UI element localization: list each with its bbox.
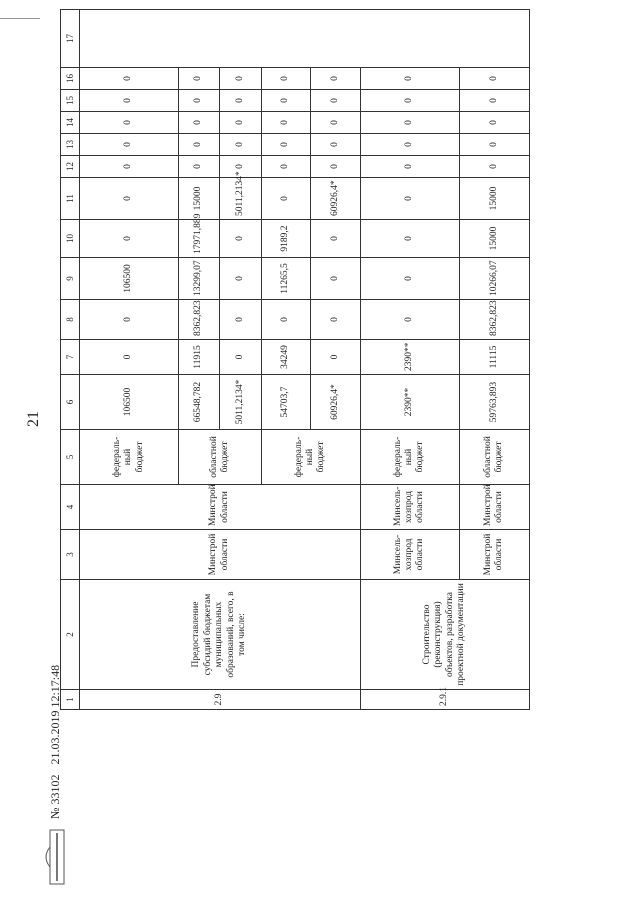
value-cell: 0 — [80, 156, 179, 178]
value-cell: 15000 — [178, 178, 219, 220]
value-cell: 106500 — [80, 375, 179, 430]
value-cell: 0 — [360, 90, 459, 112]
header-cell: 4 — [61, 485, 80, 530]
value-cell: 0 — [178, 156, 219, 178]
header-cell: 14 — [61, 112, 80, 134]
table-row — [80, 10, 179, 710]
value-cell: 5011,2134* — [220, 375, 261, 430]
value-cell: 0 — [311, 220, 361, 258]
electronic-signature-stamp-icon — [44, 829, 66, 885]
value-cell: 8362,823 — [178, 300, 219, 340]
value-cell: 2390** — [360, 340, 459, 375]
value-cell: 0 — [360, 68, 459, 90]
value-cell: 0 — [80, 90, 179, 112]
value-cell: 13299,07 — [178, 258, 219, 300]
value-cell: 17971,889 — [178, 220, 219, 258]
header-cell: 16 — [61, 68, 80, 90]
value-cell: 15000 — [459, 220, 529, 258]
row-number: 2.9 — [80, 690, 361, 710]
value-cell: 11265,5 — [261, 258, 310, 300]
value-cell: 0 — [261, 156, 310, 178]
header-cell: 12 — [61, 156, 80, 178]
header-cell: 11 — [61, 178, 80, 220]
header-cell: 15 — [61, 90, 80, 112]
value-cell: 0 — [220, 134, 261, 156]
value-cell: 0 — [80, 340, 179, 375]
document-timestamp: 21.03.2019 12:17:48 — [47, 664, 62, 765]
value-cell: 0 — [80, 178, 179, 220]
row-number: 2.9.1 — [360, 690, 529, 710]
value-cell: 0 — [220, 258, 261, 300]
value-cell: 34249 — [261, 340, 310, 375]
value-cell: 0 — [360, 220, 459, 258]
value-cell: 0 — [220, 300, 261, 340]
responsible-executor: Минстрой области — [459, 530, 529, 580]
funding-source: федераль-ный бюджет — [261, 430, 360, 485]
funding-source: федераль-ный бюджет — [360, 430, 459, 485]
empty-cell-col17 — [80, 10, 530, 68]
header-cell: 10 — [61, 220, 80, 258]
value-cell: 60926,4* — [311, 375, 361, 430]
header-cell: 1 — [61, 690, 80, 710]
value-cell: 15000 — [459, 178, 529, 220]
document-number: № 33102 — [47, 774, 62, 819]
header-cell: 5 — [61, 430, 80, 485]
value-cell: 0 — [178, 134, 219, 156]
header-cell: 13 — [61, 134, 80, 156]
value-cell: 0 — [360, 112, 459, 134]
value-cell: 0 — [360, 258, 459, 300]
value-cell: 0 — [311, 90, 361, 112]
funding-source: областной бюджет — [459, 430, 529, 485]
value-cell: 0 — [261, 90, 310, 112]
value-cell: 59763,893 — [459, 375, 529, 430]
value-cell: 0 — [80, 300, 179, 340]
funding-source: федераль-ный бюджет — [80, 430, 179, 485]
value-cell: 5011,2134* — [220, 178, 261, 220]
value-cell: 106500 — [80, 258, 179, 300]
value-cell: 0 — [360, 156, 459, 178]
value-cell: 0 — [311, 68, 361, 90]
value-cell: 0 — [80, 68, 179, 90]
value-cell: 11915 — [178, 340, 219, 375]
value-cell: 0 — [220, 156, 261, 178]
header-cell: 7 — [61, 340, 80, 375]
value-cell: 66548,782 — [178, 375, 219, 430]
co-executor: Минстрой области — [459, 485, 529, 530]
value-cell: 0 — [220, 68, 261, 90]
value-cell: 0 — [261, 300, 310, 340]
value-cell: 0 — [459, 156, 529, 178]
row-name: Строительство (реконструкция) объектов, разработка проектной документации — [360, 580, 529, 690]
value-cell: 0 — [220, 220, 261, 258]
value-cell: 8362,823 — [459, 300, 529, 340]
value-cell: 0 — [360, 178, 459, 220]
value-cell: 60926,4* — [311, 178, 361, 220]
value-cell: 0 — [311, 112, 361, 134]
row-name: Предоставление субсидий бюджетам муниципальных образований, всего, в том числе: — [80, 580, 361, 690]
value-cell: 0 — [80, 220, 179, 258]
value-cell: 0 — [311, 300, 361, 340]
header-cell: 9 — [61, 258, 80, 300]
value-cell: 0 — [220, 112, 261, 134]
value-cell: 11115 — [459, 340, 529, 375]
value-cell: 54703,7 — [261, 375, 310, 430]
value-cell: 2390** — [360, 375, 459, 430]
responsible-executor: Минсель-хозпрод области — [360, 530, 459, 580]
value-cell: 0 — [459, 112, 529, 134]
value-cell: 0 — [178, 112, 219, 134]
header-cell: 2 — [61, 580, 80, 690]
value-cell: 0 — [178, 68, 219, 90]
value-cell: 0 — [311, 134, 361, 156]
value-cell: 0 — [220, 340, 261, 375]
value-cell: 0 — [220, 90, 261, 112]
value-cell: 0 — [311, 258, 361, 300]
value-cell: 0 — [311, 156, 361, 178]
value-cell: 0 — [80, 134, 179, 156]
value-cell: 0 — [459, 134, 529, 156]
value-cell: 0 — [178, 90, 219, 112]
header-row — [61, 10, 80, 710]
value-cell: 0 — [261, 178, 310, 220]
responsible-executor: Минстрой области — [80, 530, 361, 580]
funding-source: областной бюджет — [178, 430, 261, 485]
budget-table — [60, 9, 530, 710]
header-cell: 8 — [61, 300, 80, 340]
value-cell: 0 — [360, 134, 459, 156]
value-cell: 0 — [261, 134, 310, 156]
table-row — [360, 10, 459, 710]
header-cell: 3 — [61, 530, 80, 580]
value-cell: 0 — [261, 68, 310, 90]
value-cell: 0 — [311, 340, 361, 375]
value-cell: 0 — [261, 112, 310, 134]
value-cell: 0 — [459, 68, 529, 90]
value-cell: 10266,07 — [459, 258, 529, 300]
header-cell: 6 — [61, 375, 80, 430]
value-cell: 0 — [80, 112, 179, 134]
co-executor: Минсель-хозпрод области — [360, 485, 459, 530]
value-cell: 0 — [459, 90, 529, 112]
value-cell: 9189,2 — [261, 220, 310, 258]
page-number: 21 — [25, 411, 42, 427]
header-cell: 17 — [61, 10, 80, 68]
co-executor: Минстрой области — [80, 485, 361, 530]
value-cell: 0 — [360, 300, 459, 340]
